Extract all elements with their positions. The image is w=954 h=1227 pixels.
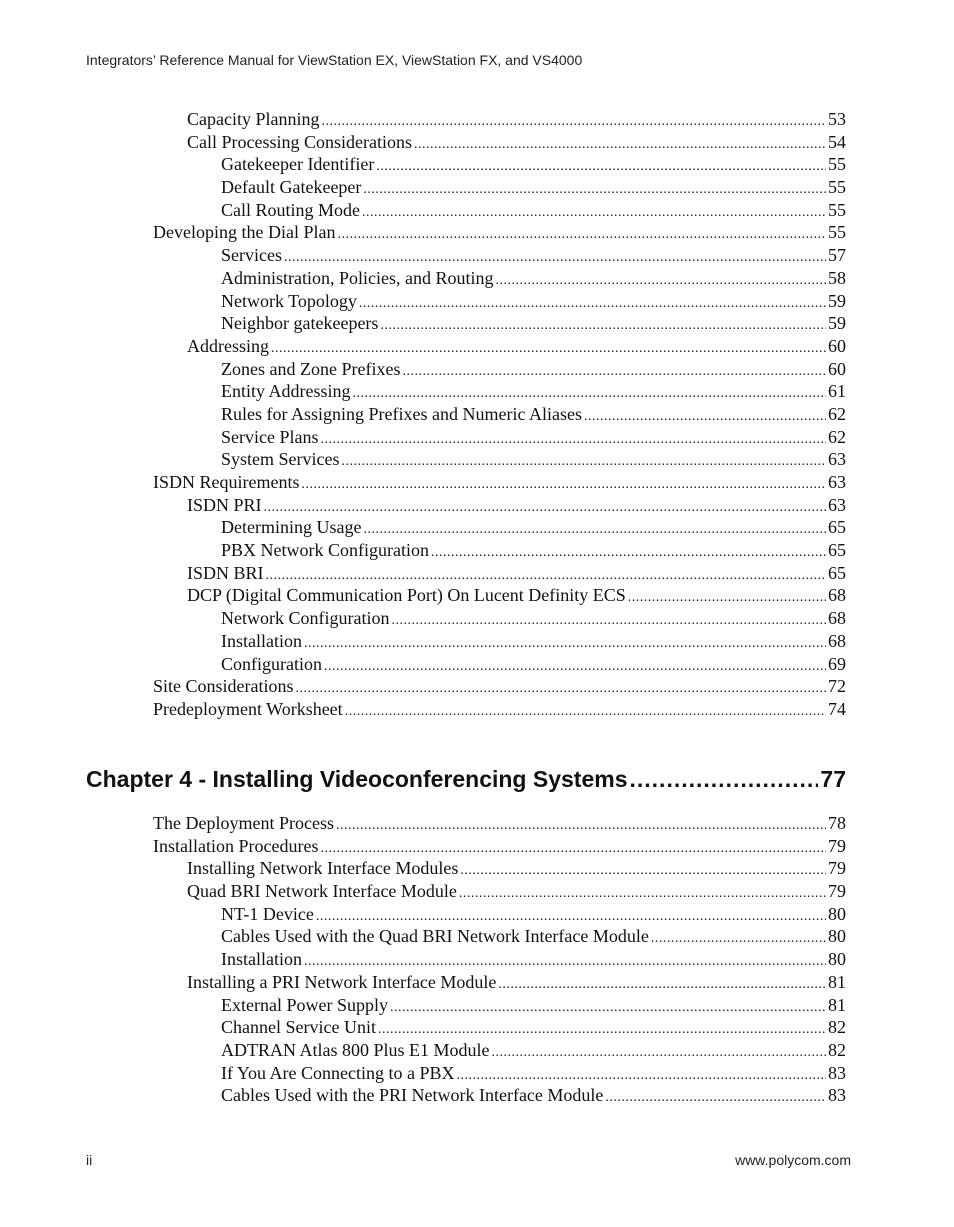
toc-entry-title: System Services: [221, 449, 340, 470]
dot-leader: [363, 176, 826, 199]
toc-entry-page: 55: [828, 199, 846, 220]
dot-leader: [362, 199, 826, 222]
footer-page-number: ii: [86, 1152, 93, 1168]
toc-entry-title: ISDN PRI: [187, 494, 262, 515]
dot-leader: [402, 358, 826, 381]
toc-entry[interactable]: [221, 358, 846, 381]
dot-leader: [284, 244, 826, 267]
dot-leader: [359, 290, 826, 313]
toc-entry[interactable]: [221, 1084, 846, 1107]
dot-leader: [301, 471, 826, 494]
toc-entry-page: 81: [828, 971, 846, 992]
dot-leader: [459, 880, 826, 903]
toc-entry-title: Capacity Planning: [187, 109, 320, 129]
toc-entry-title: ADTRAN Atlas 800 Plus E1 Module: [221, 1039, 490, 1060]
toc-entry-title: Network Topology: [221, 290, 357, 311]
toc-entry-page: 74: [828, 698, 846, 719]
toc-entry-title: Installing a PRI Network Interface Module: [187, 971, 497, 992]
toc-entry[interactable]: [221, 244, 846, 267]
dot-leader: [630, 766, 819, 793]
toc-entry[interactable]: [221, 1062, 846, 1085]
toc-entry-title: ISDN Requirements: [153, 472, 300, 492]
toc-entry-title: Site Considerations: [153, 676, 294, 697]
toc-entry-page: 82: [828, 1039, 846, 1060]
toc-entry-title: Administration, Policies, and Routing: [221, 267, 494, 288]
dot-leader: [353, 380, 827, 403]
toc-entry[interactable]: [153, 221, 846, 244]
toc-entry-title: Installation: [221, 949, 302, 970]
toc-entry-page: 68: [828, 630, 846, 651]
toc-entry[interactable]: [153, 812, 846, 835]
toc-entry-page: 55: [828, 177, 846, 198]
dot-leader: [266, 562, 826, 585]
toc-entry-page: 79: [828, 835, 846, 856]
toc-entry[interactable]: [221, 653, 846, 676]
toc-entry[interactable]: [221, 403, 846, 426]
toc-entry[interactable]: [221, 516, 846, 539]
toc-entry-page: 68: [828, 585, 846, 606]
toc-entry[interactable]: [221, 380, 846, 403]
toc-entry-title: Services: [221, 245, 282, 266]
toc-entry-page: 57: [828, 245, 846, 266]
toc-entry[interactable]: [221, 925, 846, 948]
toc-entry-page: 83: [828, 1085, 846, 1106]
toc-entry-page: 62: [828, 426, 846, 447]
toc-entry-page: 82: [828, 1017, 846, 1038]
toc-entry[interactable]: [187, 335, 846, 358]
dot-leader: [336, 812, 826, 835]
dot-leader: [271, 335, 826, 358]
toc-entry-title: External Power Supply: [221, 994, 388, 1015]
toc-section-top: [0, 108, 954, 721]
toc-entry-page: 53: [828, 109, 846, 129]
toc-entry-title: The Deployment Process: [153, 813, 334, 833]
dot-leader: [363, 516, 826, 539]
toc-entry-page: 59: [828, 313, 846, 334]
dot-leader: [492, 1039, 826, 1062]
dot-leader: [304, 948, 826, 971]
toc-entry-page: 65: [828, 540, 846, 561]
toc-entry-title: Gatekeeper Identifier: [221, 154, 375, 175]
toc-entry-page: 54: [828, 131, 846, 152]
running-header: Integrators’ Reference Manual for ViewStation EX, ViewStation FX, and VS4000: [86, 52, 583, 68]
toc-entry[interactable]: [221, 267, 846, 290]
dot-leader: [391, 607, 826, 630]
footer-website: www.polycom.com: [735, 1152, 851, 1168]
dot-leader: [337, 221, 826, 244]
chapter-page-number: 77: [820, 766, 846, 792]
toc-entry[interactable]: [187, 131, 846, 154]
toc-entry[interactable]: [221, 153, 846, 176]
toc-entry-page: 65: [828, 562, 846, 583]
toc-entry-title: If You Are Connecting to a PBX: [221, 1062, 455, 1083]
toc-entry[interactable]: [221, 630, 846, 653]
toc-entry-page: 78: [828, 813, 846, 833]
toc-entry-page: 79: [828, 881, 846, 902]
toc-entry-page: 55: [828, 222, 846, 243]
toc-entry[interactable]: [187, 494, 846, 517]
toc-entry[interactable]: [221, 426, 846, 449]
dot-leader: [376, 153, 826, 176]
toc-entry-page: 80: [828, 926, 846, 947]
toc-entry-title: Installing Network Interface Modules: [187, 858, 459, 879]
toc-entry[interactable]: [221, 176, 846, 199]
toc-entry[interactable]: [153, 675, 846, 698]
toc-entry[interactable]: [187, 108, 846, 131]
toc-entry[interactable]: [187, 880, 846, 903]
toc-entry-title: Determining Usage: [221, 517, 362, 538]
toc-entry[interactable]: [187, 857, 846, 880]
toc-entry-page: 79: [828, 858, 846, 879]
toc-entry[interactable]: [221, 312, 846, 335]
toc-entry-page: 60: [828, 358, 846, 379]
dot-leader: [345, 698, 826, 721]
toc-entry-title: Quad BRI Network Interface Module: [187, 881, 457, 902]
toc-entry-page: 65: [828, 517, 846, 538]
toc-entry-title: Installation: [221, 630, 302, 651]
chapter-title: Chapter 4 - Installing Videoconferencing Systems: [86, 766, 628, 792]
toc-entry-page: 63: [828, 494, 846, 515]
dot-leader: [584, 403, 826, 426]
dot-leader: [628, 584, 826, 607]
toc-entry[interactable]: [221, 448, 846, 471]
dot-leader: [320, 835, 826, 858]
toc-entry-page: 63: [828, 472, 846, 492]
dot-leader: [498, 971, 826, 994]
toc-section-bottom: [0, 812, 954, 1107]
chapter-heading[interactable]: [86, 766, 846, 793]
toc-entry[interactable]: [221, 948, 846, 971]
dot-leader: [431, 539, 826, 562]
dot-leader: [342, 448, 827, 471]
toc-entry-page: 72: [828, 676, 846, 697]
dot-leader: [324, 653, 826, 676]
toc-entry-page: 59: [828, 290, 846, 311]
toc-entry[interactable]: [221, 539, 846, 562]
toc-entry-title: Channel Service Unit: [221, 1017, 376, 1038]
dot-leader: [378, 1016, 826, 1039]
toc-entry-title: NT-1 Device: [221, 903, 314, 924]
dot-leader: [414, 131, 826, 154]
dot-leader: [496, 267, 827, 290]
dot-leader: [316, 903, 826, 926]
toc-entry-title: Cables Used with the Quad BRI Network Interface Module: [221, 926, 649, 947]
dot-leader: [460, 857, 826, 880]
dot-leader: [321, 108, 826, 131]
toc-entry-page: 63: [828, 449, 846, 470]
toc-entry-page: 80: [828, 949, 846, 970]
dot-leader: [651, 925, 826, 948]
toc-entry-page: 68: [828, 608, 846, 629]
toc-entry-title: Developing the Dial Plan: [153, 222, 336, 243]
toc-entry-title: Neighbor gatekeepers: [221, 313, 379, 334]
toc-entry-page: 83: [828, 1062, 846, 1083]
toc-entry-title: Installation Procedures: [153, 835, 319, 856]
dot-leader: [457, 1062, 827, 1085]
dot-leader: [380, 312, 826, 335]
toc-entry[interactable]: [153, 835, 846, 858]
dot-leader: [304, 630, 826, 653]
toc-entry-title: Configuration: [221, 653, 322, 674]
toc-entry-page: 55: [828, 154, 846, 175]
toc-entry-page: 80: [828, 903, 846, 924]
toc-entry-title: Predeployment Worksheet: [153, 698, 343, 719]
toc-entry[interactable]: [221, 1039, 846, 1062]
toc-entry-title: Addressing: [187, 335, 269, 356]
toc-entry-title: Rules for Assigning Prefixes and Numeric Aliases: [221, 403, 582, 424]
toc-entry[interactable]: [153, 471, 846, 494]
dot-leader: [390, 994, 826, 1017]
toc-entry-title: Network Configuration: [221, 608, 390, 629]
toc-entry-title: PBX Network Configuration: [221, 540, 429, 561]
toc-entry[interactable]: [221, 903, 846, 926]
toc-entry[interactable]: [221, 1016, 846, 1039]
toc-entry-title: ISDN BRI: [187, 562, 264, 583]
toc-entry[interactable]: [187, 584, 846, 607]
toc-entry-page: 69: [828, 653, 846, 674]
dot-leader: [320, 426, 826, 449]
toc-entry-title: Cables Used with the PRI Network Interface Module: [221, 1085, 604, 1106]
toc-entry[interactable]: [221, 290, 846, 313]
toc-entry-page: 81: [828, 994, 846, 1015]
dot-leader: [296, 675, 827, 698]
toc-entry-title: Call Routing Mode: [221, 199, 360, 220]
toc-entry[interactable]: [153, 698, 846, 721]
toc-entry-title: Entity Addressing: [221, 381, 351, 402]
toc-entry-page: 60: [828, 335, 846, 356]
toc-entry-page: 62: [828, 403, 846, 424]
toc-entry-title: Service Plans: [221, 426, 319, 447]
dot-leader: [605, 1084, 826, 1107]
toc-entry[interactable]: [221, 994, 846, 1017]
toc-entry-title: Zones and Zone Prefixes: [221, 358, 401, 379]
toc-entry-title: Default Gatekeeper: [221, 177, 362, 198]
dot-leader: [264, 494, 826, 517]
toc-entry-title: Call Processing Considerations: [187, 131, 412, 152]
toc-entry-page: 58: [828, 267, 846, 288]
toc-entry[interactable]: [187, 971, 846, 994]
toc-entry[interactable]: [221, 607, 846, 630]
toc-entry[interactable]: [187, 562, 846, 585]
toc-entry[interactable]: [221, 199, 846, 222]
toc-entry-title: DCP (Digital Communication Port) On Lucent Definity ECS: [187, 585, 626, 606]
toc-entry-page: 61: [828, 381, 846, 402]
